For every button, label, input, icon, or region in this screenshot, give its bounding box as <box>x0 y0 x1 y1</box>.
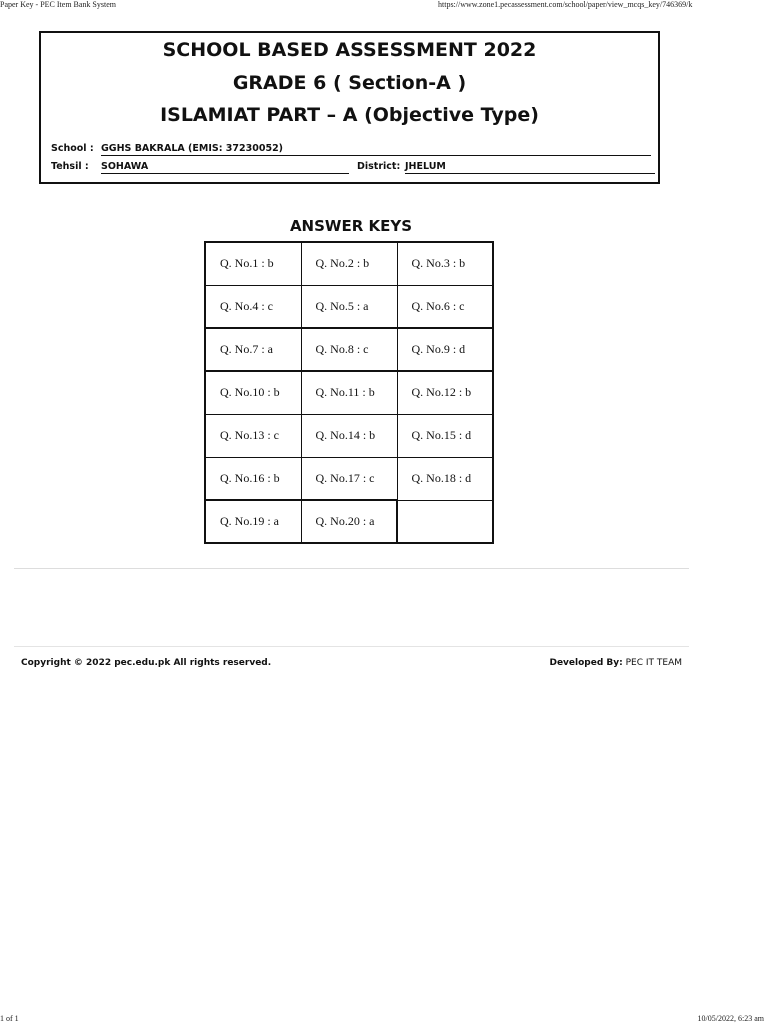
copyright-text: Copyright © 2022 pec.edu.pk All rights reserved. <box>21 658 272 668</box>
answer-cell: Q. No.9 : d <box>397 328 493 371</box>
print-datetime: 10/05/2022, 6:23 am <box>697 1014 764 1023</box>
answer-cell: Q. No.6 : c <box>397 285 493 328</box>
divider <box>14 568 689 569</box>
grade-section-title: GRADE 6 ( Section-A ) <box>232 72 467 94</box>
assessment-header-box <box>39 31 660 184</box>
answer-cell: Q. No.20 : a <box>301 500 397 543</box>
print-header-title: Paper Key - PEC Item Bank System <box>0 0 116 9</box>
school-row <box>51 143 651 157</box>
divider <box>14 646 689 647</box>
answer-cell: Q. No.1 : b <box>205 242 301 285</box>
developed-by <box>549 658 682 668</box>
district-value: JHELUM <box>405 161 655 174</box>
tehsil-label: Tehsil : <box>51 161 89 172</box>
tehsil-district-row <box>51 161 651 175</box>
answer-cell: Q. No.17 : c <box>301 457 397 500</box>
developed-by-label: Developed By: <box>549 658 623 668</box>
answer-cell: Q. No.8 : c <box>301 328 397 371</box>
print-header-url: https://www.zone1.pecassessment.com/school/paper/view_mcqs_key/746369/k <box>438 0 693 9</box>
answer-cell: Q. No.4 : c <box>205 285 301 328</box>
answer-cell: Q. No.5 : a <box>301 285 397 328</box>
developed-by-link[interactable]: PEC IT TEAM <box>625 658 682 668</box>
answer-cell: Q. No.14 : b <box>301 414 397 457</box>
answer-keys-table <box>204 241 494 544</box>
answer-keys-title: ANSWER KEYS <box>289 217 413 235</box>
answer-cell: Q. No.15 : d <box>397 414 493 457</box>
district-label: District: <box>357 161 401 172</box>
answer-cell: Q. No.2 : b <box>301 242 397 285</box>
page-number: 1 of 1 <box>0 1014 19 1023</box>
assessment-title: SCHOOL BASED ASSESSMENT 2022 <box>162 39 537 61</box>
answer-cell: Q. No.11 : b <box>301 371 397 414</box>
answer-cell: Q. No.19 : a <box>205 500 301 543</box>
school-value: GGHS BAKRALA (EMIS: 37230052) <box>101 143 651 156</box>
answer-cell: Q. No.18 : d <box>397 457 493 500</box>
answer-cell: Q. No.10 : b <box>205 371 301 414</box>
answer-cell: Q. No.3 : b <box>397 242 493 285</box>
subject-title: ISLAMIAT PART – A (Objective Type) <box>160 104 539 126</box>
answer-cell: Q. No.13 : c <box>205 414 301 457</box>
empty-cell <box>397 500 493 543</box>
tehsil-value: SOHAWA <box>101 161 349 174</box>
answer-cell: Q. No.7 : a <box>205 328 301 371</box>
answer-cell: Q. No.16 : b <box>205 457 301 500</box>
answer-cell: Q. No.12 : b <box>397 371 493 414</box>
school-label: School : <box>51 143 94 154</box>
